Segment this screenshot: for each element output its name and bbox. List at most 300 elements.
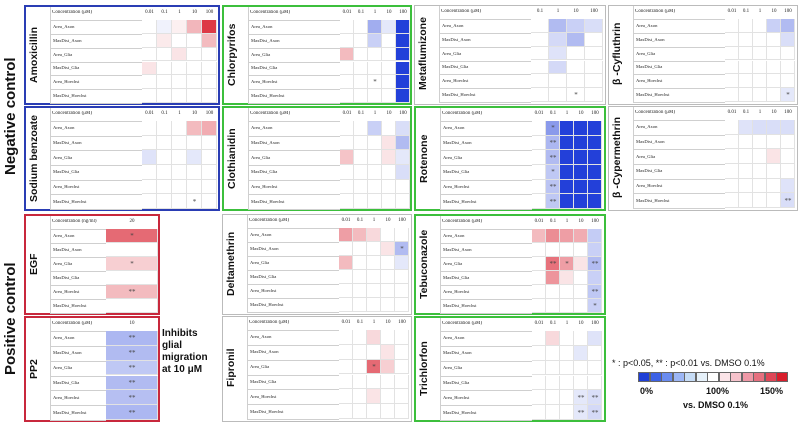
compound-name: β -Cyfluthrin — [611, 22, 623, 86]
significance-mark: ** — [128, 378, 136, 387]
heatmap-cell — [353, 330, 367, 345]
heatmap-cell — [574, 229, 588, 243]
concentration-tick: 100 — [591, 219, 599, 224]
compound-name: Clothianidin — [226, 128, 238, 189]
heatmap-cell — [531, 61, 549, 75]
significance-mark: * — [574, 91, 578, 100]
heatmap-cell — [396, 75, 410, 89]
concentration-tick: 100 — [398, 320, 406, 325]
heatmap-cell — [382, 20, 396, 34]
row-divider — [633, 193, 725, 194]
significance-mark: * — [400, 245, 404, 253]
heatmap-cell — [157, 180, 172, 195]
row-label: Area_Hoechst — [443, 184, 470, 189]
heatmap-cell — [367, 256, 381, 270]
row-label: MaxDist_Hoechst — [251, 93, 285, 99]
compound-name: Trichlorfon — [418, 341, 430, 397]
heatmap-cell — [546, 243, 560, 257]
row-label: MaxDist_Glia — [443, 379, 470, 385]
row-divider — [633, 164, 725, 165]
heatmap-cell — [574, 150, 588, 165]
concentration-header: Concentration (μM) — [442, 219, 483, 224]
row-divider — [633, 74, 725, 75]
panel-rotenone — [414, 106, 606, 211]
panel-trichlorfon — [414, 316, 606, 422]
concentration-tick: 10 — [578, 111, 584, 116]
concentration-tick: 0.01 — [534, 321, 544, 326]
concentration-tick: 10 — [192, 111, 197, 116]
scale-caption: vs. DMSO 0.1% — [683, 400, 749, 410]
compound-name: β -Cypermethrin — [611, 116, 623, 199]
row-label: MaxDist_Glia — [443, 275, 470, 280]
concentration-tick: 0.01 — [727, 9, 737, 14]
heatmap-cell — [202, 180, 217, 195]
row-divider — [633, 47, 725, 48]
heatmap-cell — [187, 150, 202, 165]
heatmap-cell — [532, 194, 546, 209]
heatmap-cell — [574, 346, 588, 361]
significance-mark: * — [565, 260, 569, 268]
row-divider — [633, 33, 725, 34]
heatmap-cell — [588, 136, 602, 151]
heatmap-cell — [396, 34, 410, 48]
significance-mark: ** — [549, 197, 557, 206]
heatmap-cell — [753, 61, 767, 75]
heatmap-cell — [340, 89, 354, 103]
heatmap-cell — [157, 89, 172, 103]
row-divider — [50, 103, 142, 104]
concentration-tick: 100 — [591, 111, 599, 116]
compound-name: EGF — [28, 253, 40, 276]
concentration-tick: 1 — [565, 111, 569, 116]
row-divider — [247, 345, 339, 346]
row-divider — [248, 180, 340, 181]
heatmap-cell — [187, 180, 202, 195]
row-label: MaxDist_Hoechst — [442, 92, 476, 98]
row-divider — [247, 375, 339, 376]
heatmap-cell — [725, 135, 739, 150]
heatmap-cell — [753, 149, 767, 164]
heatmap-cell — [560, 331, 574, 346]
heatmap-cell — [739, 88, 753, 102]
heatmap-cell — [532, 405, 546, 420]
row-divider — [440, 285, 532, 286]
concentration-tick: 0.1 — [356, 320, 364, 325]
row-divider — [50, 89, 142, 90]
heatmap-cell — [172, 136, 187, 151]
heatmap-cell — [202, 34, 217, 48]
concentration-header: Concentration (μM) — [249, 218, 290, 223]
heatmap-cell — [381, 360, 395, 375]
row-divider — [633, 135, 725, 136]
heatmap-cell — [532, 346, 546, 361]
heatmap-cell — [157, 20, 172, 34]
row-divider — [633, 88, 725, 89]
heatmap-cell — [588, 180, 602, 195]
heatmap-cell — [368, 62, 382, 76]
heatmap-cell — [574, 376, 588, 391]
concentration-header: Concentration (μM) — [52, 10, 93, 15]
panel-cypermethrin — [608, 106, 798, 211]
heatmap-cell — [382, 121, 396, 136]
heatmap-cell — [560, 243, 574, 257]
heatmap-cell — [368, 34, 382, 48]
concentration-tick: 10 — [385, 218, 391, 223]
row-divider — [50, 405, 106, 406]
concentration-tick: 0.1 — [357, 111, 365, 116]
row-divider — [248, 89, 340, 90]
heatmap-cell — [574, 121, 588, 136]
heatmap-cell — [354, 62, 368, 76]
row-label: Area_Axon — [53, 23, 75, 29]
row-divider — [440, 150, 532, 151]
row-label: MaxDist_Glia — [251, 169, 278, 175]
panel-deltamethrin — [222, 214, 412, 315]
heatmap-cell — [725, 164, 739, 179]
heatmap-cell — [187, 89, 202, 103]
row-divider — [247, 284, 339, 285]
heatmap-cell — [767, 47, 781, 61]
concentration-tick: 0.01 — [342, 10, 352, 15]
row-divider — [50, 346, 106, 347]
row-divider — [440, 313, 532, 314]
compound-name: Fipronil — [225, 348, 237, 388]
concentration-tick: 0.01 — [145, 10, 154, 15]
heatmap-cell — [395, 270, 409, 284]
concentration-tick: 0.1 — [536, 9, 544, 14]
concentration-tick: 1 — [372, 218, 376, 223]
row-divider — [440, 136, 532, 137]
heatmap-cell — [106, 243, 158, 257]
heatmap-cell — [368, 136, 382, 151]
scale-swatch — [650, 372, 662, 382]
panel-sodium-benzoate — [24, 106, 220, 211]
pp2-annotation: Inhibits glial migration at 10 μM — [162, 328, 208, 375]
row-divider — [440, 165, 532, 166]
row-label: MaxDist_Axon — [53, 140, 82, 145]
heatmap-cell — [753, 193, 767, 208]
row-label: Area_Glia — [53, 51, 73, 57]
heatmap-cell — [142, 20, 157, 34]
heatmap-cell — [367, 389, 381, 404]
row-divider — [247, 389, 339, 390]
heatmap-cell — [382, 150, 396, 165]
row-divider — [50, 361, 106, 362]
row-label: Area_Hoechst — [251, 79, 278, 85]
heatmap-cell — [353, 256, 367, 270]
heatmap-cell — [353, 242, 367, 256]
concentration-tick: 10 — [771, 110, 777, 115]
concentration-tick: 0.01 — [341, 218, 351, 223]
row-label: Area_Hoechst — [53, 184, 80, 189]
concentration-header: Concentration (μM) — [250, 10, 291, 15]
heatmap-cell — [172, 194, 187, 209]
concentration-tick: 0.1 — [549, 321, 557, 326]
heatmap-cell — [560, 150, 574, 165]
heatmap-cell — [368, 89, 382, 103]
heatmap-cell — [339, 345, 353, 360]
heatmap-cell — [381, 404, 395, 419]
heatmap-cell — [753, 164, 767, 179]
heatmap-cell — [767, 88, 781, 102]
scale-swatch — [638, 372, 650, 382]
row-label: Area_Hoechst — [251, 184, 278, 189]
scale-swatch — [730, 372, 742, 382]
heatmap-cell — [157, 136, 172, 151]
row-divider — [50, 390, 106, 391]
row-divider — [439, 88, 531, 89]
row-label: MaxDist_Axon — [443, 140, 472, 145]
heatmap-cell — [340, 194, 354, 209]
heatmap-cell — [532, 229, 546, 243]
row-label: MaxDist_Hoechst — [53, 303, 87, 308]
heatmap-cell — [172, 180, 187, 195]
row-label: Area_Glia — [251, 154, 271, 160]
heatmap-cell — [340, 121, 354, 136]
heatmap-cell — [353, 404, 367, 419]
heatmap-cell — [567, 47, 585, 61]
heatmap-cell — [739, 61, 753, 75]
heatmap-cell — [142, 62, 157, 76]
row-label: Area_Axon — [443, 335, 465, 341]
row-label: Area_Axon — [250, 334, 272, 340]
concentration-header: Concentration (μM) — [52, 321, 93, 326]
heatmap-cell — [560, 180, 574, 195]
row-divider — [439, 61, 531, 62]
heatmap-cell — [202, 136, 217, 151]
row-divider — [247, 298, 339, 299]
concentration-tick: 1 — [565, 321, 569, 326]
heatmap-cell — [532, 361, 546, 376]
heatmap-cell — [588, 331, 602, 346]
heatmap-cell — [725, 120, 739, 135]
heatmap-cell — [532, 180, 546, 195]
panel-clothianidin — [222, 106, 412, 211]
significance-mark: ** — [128, 349, 136, 358]
heatmap-cell — [753, 74, 767, 88]
heatmap-cell — [560, 299, 574, 313]
heatmap-cell — [354, 34, 368, 48]
panel-amoxicillin — [24, 5, 220, 105]
heatmap-cell — [585, 88, 603, 102]
row-divider — [50, 271, 106, 272]
heatmap-cell — [202, 121, 217, 136]
heatmap-cell — [532, 136, 546, 151]
heatmap-cell — [739, 135, 753, 150]
heatmap-cell — [753, 88, 767, 102]
row-divider — [248, 194, 340, 195]
heatmap-cell — [531, 88, 549, 102]
heatmap-cell — [549, 61, 567, 75]
significance-mark: ** — [128, 364, 136, 373]
scale-swatch — [765, 372, 777, 382]
scale-tick-mid: 100% — [706, 386, 730, 396]
heatmap-cell — [368, 20, 382, 34]
heatmap-cell — [395, 345, 409, 360]
row-divider — [440, 209, 532, 210]
row-label: MaxDist_Glia — [251, 65, 278, 71]
row-divider — [50, 376, 106, 377]
heatmap-cell — [560, 390, 574, 405]
heatmap-cell — [172, 150, 187, 165]
heatmap-cell — [354, 89, 368, 103]
heatmap-cell — [340, 180, 354, 195]
heatmap-cell — [739, 193, 753, 208]
heatmap-cell — [367, 375, 381, 390]
concentration-tick: 0.1 — [549, 219, 557, 224]
heatmap-cell — [585, 33, 603, 47]
heatmap-cell — [157, 34, 172, 48]
row-divider — [247, 256, 339, 257]
heatmap-cell — [767, 135, 781, 150]
heatmap-cell — [382, 136, 396, 151]
concentration-tick: 10 — [578, 219, 584, 224]
row-label: MaxDist_Hoechst — [251, 198, 285, 204]
heatmap-cell — [142, 121, 157, 136]
row-label: MaxDist_Glia — [250, 274, 277, 279]
heatmap-cell — [157, 121, 172, 136]
heatmap-cell — [381, 389, 395, 404]
heatmap-cell — [781, 135, 795, 150]
panel-chlorpyrifos — [222, 5, 412, 105]
heatmap-cell — [767, 193, 781, 208]
heatmap-cell — [157, 150, 172, 165]
concentration-tick: 100 — [784, 9, 792, 14]
heatmap-cell — [367, 330, 381, 345]
row-divider — [440, 346, 532, 347]
concentration-tick: 0.01 — [341, 320, 351, 325]
concentration-tick: 0.1 — [356, 218, 364, 223]
concentration-tick: 0.1 — [742, 110, 750, 115]
heatmap-cell — [549, 88, 567, 102]
heatmap-cell — [172, 62, 187, 76]
heatmap-cell — [354, 165, 368, 180]
heatmap-cell — [368, 48, 382, 62]
row-divider — [50, 257, 106, 258]
concentration-tick: 100 — [398, 218, 406, 223]
heatmap-cell — [339, 256, 353, 270]
heatmap-cell — [172, 34, 187, 48]
row-label: MaxDist_Axon — [442, 36, 471, 42]
row-divider — [50, 420, 106, 421]
row-divider — [440, 420, 532, 421]
heatmap-cell — [560, 285, 574, 299]
row-divider — [50, 243, 106, 244]
concentration-tick: 0.01 — [534, 219, 544, 224]
concentration-tick: 1 — [373, 10, 377, 15]
row-divider — [633, 102, 725, 103]
row-divider — [247, 404, 339, 405]
row-divider — [248, 136, 340, 137]
heatmap-cell — [187, 136, 202, 151]
row-divider — [50, 75, 142, 76]
significance-mark: ** — [577, 408, 585, 417]
row-divider — [633, 208, 725, 209]
row-divider — [247, 242, 339, 243]
compound-name: Amoxicillin — [28, 27, 40, 84]
heatmap-cell — [382, 89, 396, 103]
panel-cyfluthrin — [608, 5, 798, 105]
row-label: Area_Axon — [53, 233, 75, 238]
heatmap-cell — [588, 346, 602, 361]
heatmap-cell — [382, 34, 396, 48]
heatmap-cell — [340, 150, 354, 165]
row-label: Area_Axon — [250, 232, 272, 237]
heatmap-cell — [202, 62, 217, 76]
row-label: MaxDist_Glia — [53, 65, 80, 71]
concentration-header: Concentration (μM) — [441, 9, 482, 14]
row-label: MaxDist_Axon — [443, 247, 472, 252]
row-label: MaxDist_Glia — [442, 64, 469, 70]
heatmap-cell — [574, 331, 588, 346]
concentration-header: Concentration (μM) — [442, 321, 483, 326]
row-divider — [248, 150, 340, 151]
heatmap-cell — [567, 19, 585, 33]
panel-egf — [24, 214, 160, 315]
row-divider — [440, 271, 532, 272]
compound-name: Chlorpyrifos — [226, 23, 238, 87]
heatmap-cell — [531, 47, 549, 61]
concentration-header: Concentration (μM) — [52, 111, 93, 116]
heatmap-cell — [725, 74, 739, 88]
heatmap-cell — [532, 257, 546, 271]
heatmap-cell — [157, 48, 172, 62]
heatmap-cell — [588, 150, 602, 165]
heatmap-cell — [588, 361, 602, 376]
heatmap-cell — [546, 361, 560, 376]
heatmap-cell — [781, 74, 795, 88]
row-divider — [50, 34, 142, 35]
concentration-tick: 0.1 — [161, 111, 168, 116]
heatmap-cell — [142, 89, 157, 103]
heatmap-cell — [340, 48, 354, 62]
heatmap-cell — [353, 298, 367, 312]
heatmap-cell — [187, 165, 202, 180]
heatmap-cell — [574, 257, 588, 271]
row-label: MaxDist_Hoechst — [53, 198, 87, 204]
heatmap-cell — [725, 19, 739, 33]
heatmap-cell — [725, 88, 739, 102]
heatmap-cell — [353, 284, 367, 298]
heatmap-cell — [353, 360, 367, 375]
heatmap-cell — [382, 48, 396, 62]
row-label: Area_Glia — [250, 260, 270, 265]
heatmap-cell — [546, 376, 560, 391]
heatmap-cell — [142, 150, 157, 165]
heatmap-cell — [560, 361, 574, 376]
row-divider — [248, 103, 340, 104]
heatmap-cell — [368, 150, 382, 165]
scale-swatch — [776, 372, 788, 382]
significance-mark: ** — [549, 153, 557, 162]
heatmap-cell — [753, 19, 767, 33]
row-label: Area_Axon — [443, 233, 465, 238]
row-divider — [440, 299, 532, 300]
heatmap-cell — [106, 299, 158, 313]
row-divider — [50, 299, 106, 300]
row-divider — [50, 165, 142, 166]
heatmap-cell — [395, 389, 409, 404]
heatmap-cell — [588, 165, 602, 180]
row-label: MaxDist_Hoechst — [443, 198, 477, 204]
row-divider — [248, 48, 340, 49]
heatmap-cell — [354, 180, 368, 195]
compound-name: Metaflumizone — [417, 17, 429, 91]
row-label: MaxDist_Glia — [636, 168, 663, 174]
heatmap-cell — [381, 345, 395, 360]
concentration-tick: 20 — [129, 219, 135, 224]
row-label: MaxDist_Hoechst — [53, 409, 87, 415]
